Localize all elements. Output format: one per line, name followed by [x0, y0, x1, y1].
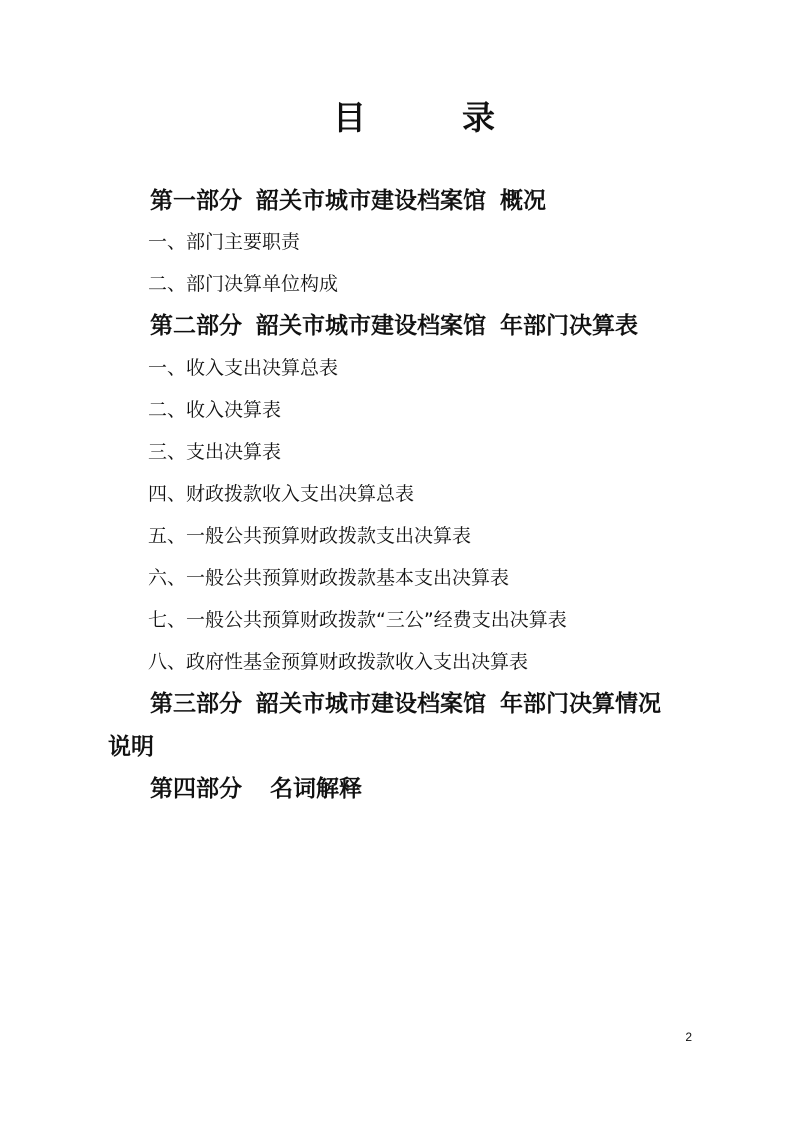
page-number: 2 — [685, 1030, 692, 1044]
part2-label: 第二部分 — [150, 312, 242, 339]
part2-item-8: 八、政府性基金预算财政拨款收入支出决算表 — [148, 651, 529, 673]
part1-org: 韶关市城市建设档案馆 — [256, 187, 486, 214]
part4-suffix: 名词解释 — [270, 775, 362, 802]
part2-org: 韶关市城市建设档案馆 — [256, 312, 486, 339]
part2-heading — [150, 311, 638, 341]
part4-label: 第四部分 — [150, 775, 242, 802]
part3-suffix: 年部门决算情况 — [500, 690, 661, 717]
part3-heading — [150, 689, 661, 719]
part1-label: 第一部分 — [150, 187, 242, 214]
part2-item-7: 七、一般公共预算财政拨款“三公”经费支出决算表 — [148, 609, 567, 631]
part3-org: 韶关市城市建设档案馆 — [256, 690, 486, 717]
part2-suffix: 年部门决算表 — [500, 312, 638, 339]
part1-heading — [150, 186, 546, 216]
part2-item-6: 六、一般公共预算财政拨款基本支出决算表 — [148, 567, 510, 589]
part1-item-2: 二、部门决算单位构成 — [148, 273, 339, 295]
part2-item-2: 二、收入决算表 — [148, 399, 282, 421]
part3-label: 第三部分 — [150, 690, 242, 717]
part4-heading — [150, 774, 362, 804]
toc-title-char-2: 录 — [462, 98, 495, 137]
part2-item-1: 一、收入支出决算总表 — [148, 357, 339, 379]
toc-title — [0, 92, 800, 152]
part2-item-3: 三、支出决算表 — [148, 441, 282, 463]
toc-title-char-1: 目 — [333, 98, 366, 137]
part2-item-5: 五、一般公共预算财政拨款支出决算表 — [148, 525, 472, 547]
part3-heading-tail: 说明 — [108, 733, 154, 760]
part1-item-1: 一、部门主要职责 — [148, 231, 301, 253]
part2-item-4: 四、财政拨款收入支出决算总表 — [148, 483, 415, 505]
part1-suffix: 概况 — [500, 187, 546, 214]
